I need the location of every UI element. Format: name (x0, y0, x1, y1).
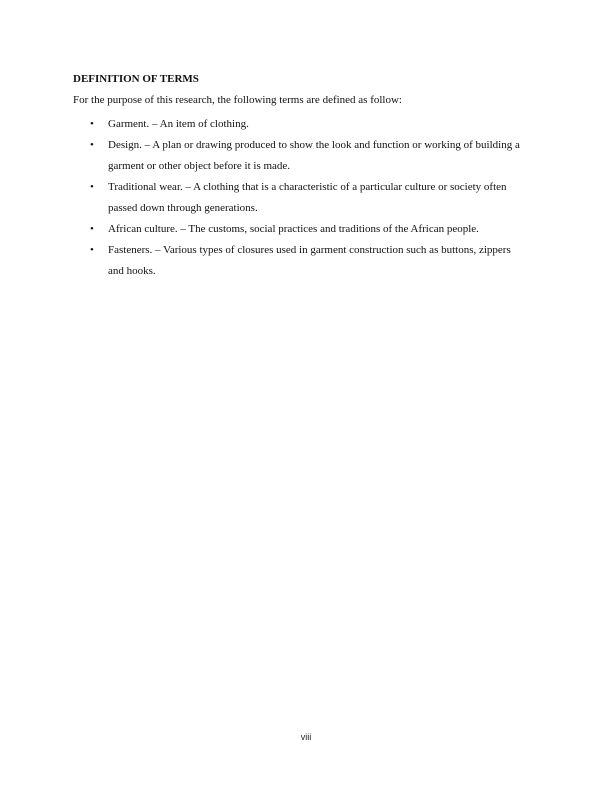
list-item-traditional-wear (0, 177, 528, 219)
bullet-icon: • (90, 139, 94, 151)
section-heading: DEFINITION OF TERMS (73, 73, 199, 85)
list-item-garment (0, 114, 528, 135)
bullet-icon: • (90, 223, 94, 235)
term-text: Garment. – An item of clothing. (108, 118, 249, 130)
page-number: viii (300, 732, 312, 742)
term-text: Fasteners. – Various types of closures used in garment construction such as buttons, zippers and hooks. (108, 244, 511, 277)
term-text: Design. – A plan or drawing produced to show the look and function or working of building a garment or other object before it is made. (108, 139, 520, 172)
term-text: African culture. – The customs, social practices and traditions of the African people. (108, 223, 479, 235)
terms-list (0, 114, 612, 282)
list-item-design (0, 135, 528, 177)
bullet-icon: • (90, 118, 94, 130)
term-text: Traditional wear. – A clothing that is a characteristic of a particular culture or society often passed down through generations. (108, 181, 507, 214)
bullet-icon: • (90, 181, 94, 193)
intro-paragraph: For the purpose of this research, the following terms are defined as follow: (73, 94, 402, 106)
list-item-fasteners (0, 240, 528, 282)
list-item-african-culture (0, 219, 528, 240)
bullet-icon: • (90, 244, 94, 256)
